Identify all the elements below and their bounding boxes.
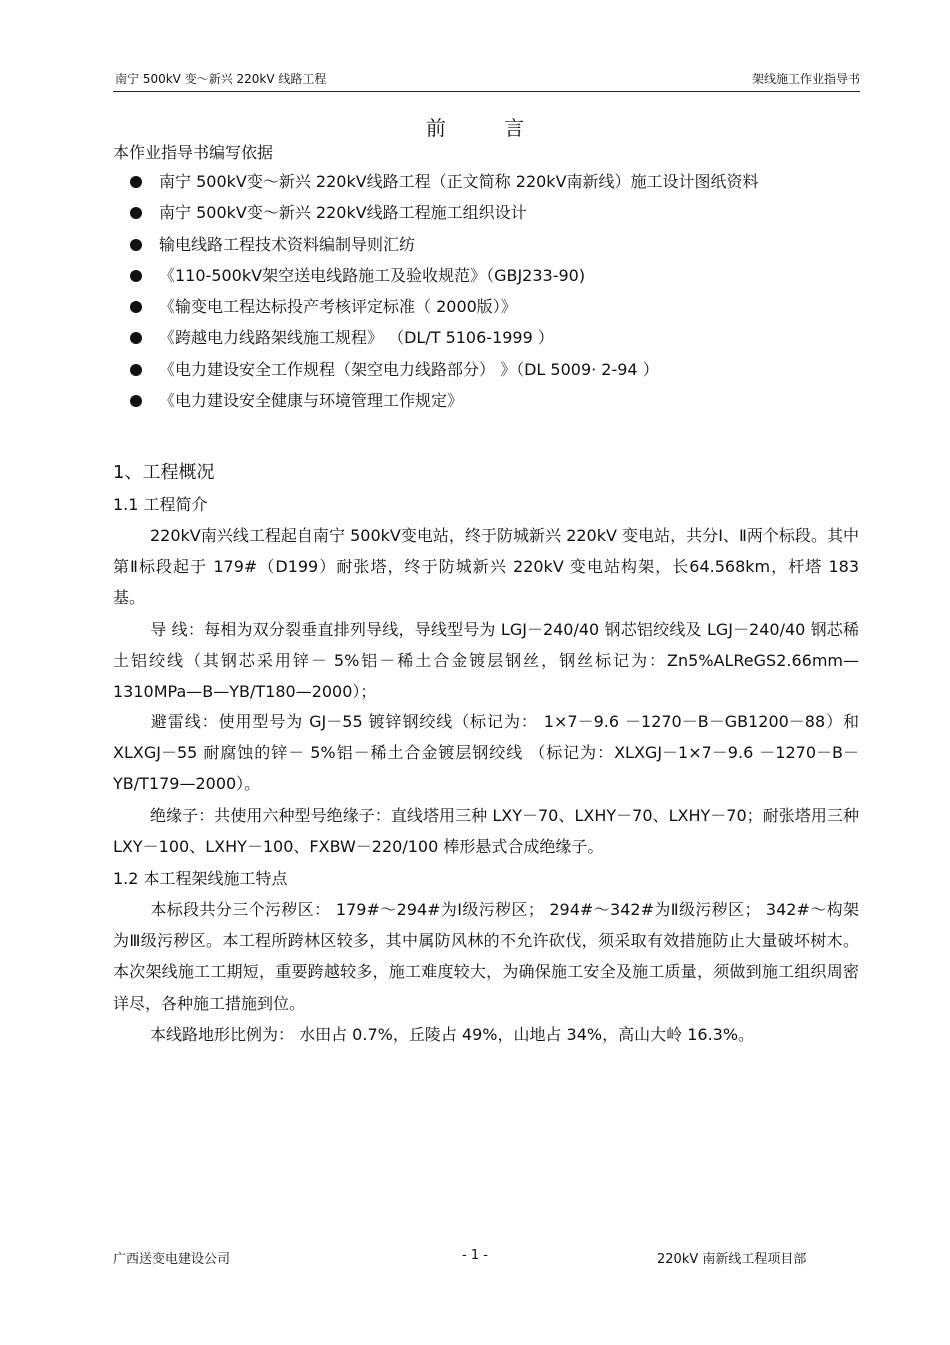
header-left: 南宁 500kV 变～新兴 220kV 线路工程 [115,72,327,86]
basis-list [130,170,759,420]
basis-item-text: 《110-500kV架空送电线路施工及验收规范》（GBJ233-90) [159,265,586,285]
paragraph [113,894,859,1019]
basis-item-text: 《电力建设安全健康与环境管理工作规定》 [159,391,464,411]
section-heading: 1、工程概况 [113,462,215,483]
basis-item [130,295,759,326]
page-title: 前 言 [425,116,551,140]
basis-item-text: 输电线路工程技术资料编制导则汇纺 [159,234,416,254]
subsection-heading: 1.1 工程简介 [113,495,208,514]
basis-item-text: 《电力建设安全工作规程（架空电力线路部分） 》（DL 5009· 2-94 ） [159,359,659,379]
basis-item-text: 《跨越电力线路架线施工规程》 （DL/T 5106-1999 ） [159,328,554,348]
basis-item-text: 《输变电工程达标投产考核评定标准（ 2000版）》 [159,297,517,317]
basis-item-text: 南宁 500kV变～新兴 220kV线路工程（正文简称 220kV南新线）施工设计图纸资料 [159,172,759,191]
basis-item-text: 南宁 500kV变～新兴 220kV线路工程施工组织设计 [159,203,527,223]
subsection-heading: 1.2 本工程架线施工特点 [113,869,288,888]
paragraph [113,800,859,862]
bullet-icon [130,270,142,282]
page-number: - 1 - [462,1248,488,1263]
paragraph-text: 避雷线：使用型号为 GJ－55 镀锌钢绞线（标记为： 1×7－9.6 －1270－B－GB1200－88）和 XLXGJ－55 耐腐蚀的锌－ 5%铝－稀土合金镀层钢绞线 （标记为：XLXGJ－1×7－9.6 －1270－B－YB/T179—2000）。 [113,712,859,794]
paragraph-text: 220kV南兴线工程起自南宁 500kV变电站，终于防城新兴 220kV 变电站，共分Ⅰ、Ⅱ两个标段。其中第Ⅱ标段起于 179#（D199）耐张塔，终于防城新兴 220kV 变电站构架，长64.568km，杆塔 183 基。 [113,526,859,608]
basis-item [130,326,759,357]
bullet-icon [130,207,142,219]
basis-heading: 本作业指导书编写依据 [113,143,274,162]
paragraph-text: 本标段共分三个污秽区： 179#～294#为Ⅰ级污秽区； 294#～342#为Ⅱ级污秽区； 342#～构架为Ⅲ级污秽区。本工程所跨林区较多，其中属防风林的不允许砍伐，须采取有效措施防止大量破坏树木。本次架线施工工期短，重要跨越较多，施工难度较大，为确保施工安全及施工质量，须做到施工组织周密详尽，各种施工措施到位。 [113,900,859,1013]
header-right: 架线施工作业指导书 [751,72,860,86]
basis-item [130,358,759,389]
bullet-icon [130,395,142,407]
bullet-icon [130,176,142,188]
paragraph [113,1019,859,1050]
basis-item [130,233,759,264]
paragraph-text: 导 线：每相为双分裂垂直排列导线，导线型号为 LGJ－240/40 钢芯铝绞线及 LGJ－240/40 钢芯稀土铝绞线（其钢芯采用锌－ 5%铝－稀土合金镀层钢丝，钢丝标记为：Zn5%ALReGS2.66mm—1310MPa—B—YB/T180—2000）； [113,620,859,702]
paragraph-text: 绝缘子：共使用六种型号绝缘子：直线塔用三种 LXY－70、LXHY－70、LXHY－70；耐张塔用三种 LXY－100、LXHY－100、FXBW－220/100 棒形悬式合成绝缘子。 [113,806,859,857]
paragraph [113,520,859,614]
bullet-icon [130,239,142,251]
bullet-icon [130,364,142,376]
basis-item [130,201,759,232]
header-rule [113,91,860,92]
paragraph-text: 本线路地形比例为： 水田占 0.7%，丘陵占 49%，山地占 34%，高山大岭 16.3%。 [150,1025,755,1044]
footer-left: 广西送变电建设公司 [113,1252,231,1267]
bullet-icon [130,332,142,344]
basis-item [130,264,759,295]
paragraph [113,614,859,708]
basis-item [130,170,759,201]
footer-right: 220kV 南新线工程项目部 [657,1252,807,1267]
bullet-icon [130,301,142,313]
paragraph [113,706,859,800]
basis-item [130,389,759,420]
